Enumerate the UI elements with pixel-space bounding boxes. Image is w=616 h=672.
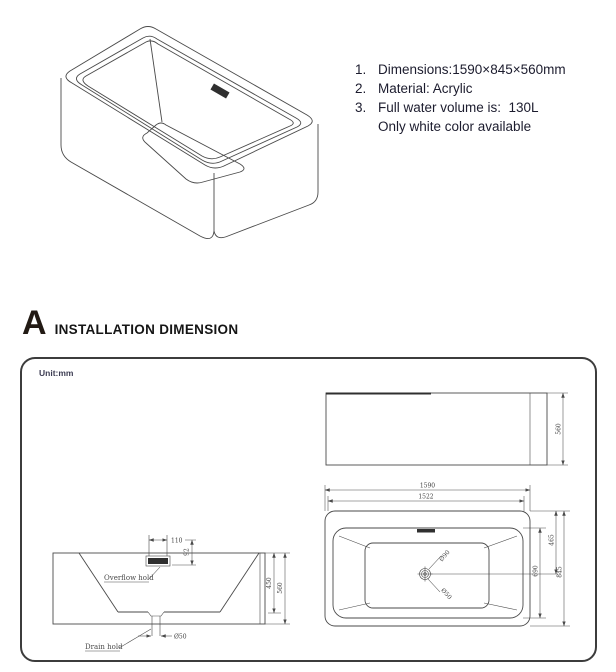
drain-center-symbol [418,567,433,582]
section-letter: A [22,304,46,342]
bathtub-isometric-drawing [44,22,336,244]
installation-dimension-box [20,357,597,662]
tub-basin [143,39,244,183]
spec-item-number: 2. [355,81,367,96]
spec-item-text: Dimensions:1590×845×560mm [378,62,566,77]
spec-item-3 [355,98,605,117]
overflow-label: Overflow hold [104,574,154,582]
spec-item-1 [355,60,605,79]
spec-list [355,60,605,136]
plan-overflow-mark [417,529,435,533]
tub-outer-body [61,27,318,239]
front-height-dim: 560 [555,423,563,435]
unit-label: Unit:mm [39,368,74,378]
side-view [53,535,290,651]
spec-item-number: 1. [355,62,367,77]
inner-width-dim: 690 [532,565,540,577]
bathtub-isometric-svg [44,22,336,244]
inner-length-dim: 1522 [418,493,434,501]
overall-width-dim: 845 [556,566,564,578]
section-header [22,304,239,342]
drain-label: Drain hold [85,643,123,651]
tub-overflow-mark [210,83,229,98]
drain-dia-outer-dim: Ø90 [438,548,452,564]
spec-note: Only white color available [378,119,532,134]
overflow-width-dim: 110 [171,537,183,545]
tub-inner-rim [76,36,300,163]
drain-dia-dim: Ø50 [174,633,187,641]
spec-item-text: Full water volume is: 130L [378,100,539,115]
spec-item-text: Material: Acrylic [378,81,473,96]
plan-view [325,483,570,627]
overall-height-dim: 560 [277,582,284,594]
front-view [326,393,568,465]
inner-depth-dim: 450 [266,577,273,589]
overflow-drop-dim: 92 [183,548,191,556]
section-title: INSTALLATION DIMENSION [54,322,239,337]
drain-dia-inner-dim: Ø50 [439,586,453,602]
overall-length-dim: 1590 [419,482,436,490]
drain-to-edge-dim: 465 [548,534,556,546]
technical-drawing-svg [22,359,595,660]
spec-item-number: 3. [355,100,367,115]
spec-item-2 [355,79,605,98]
